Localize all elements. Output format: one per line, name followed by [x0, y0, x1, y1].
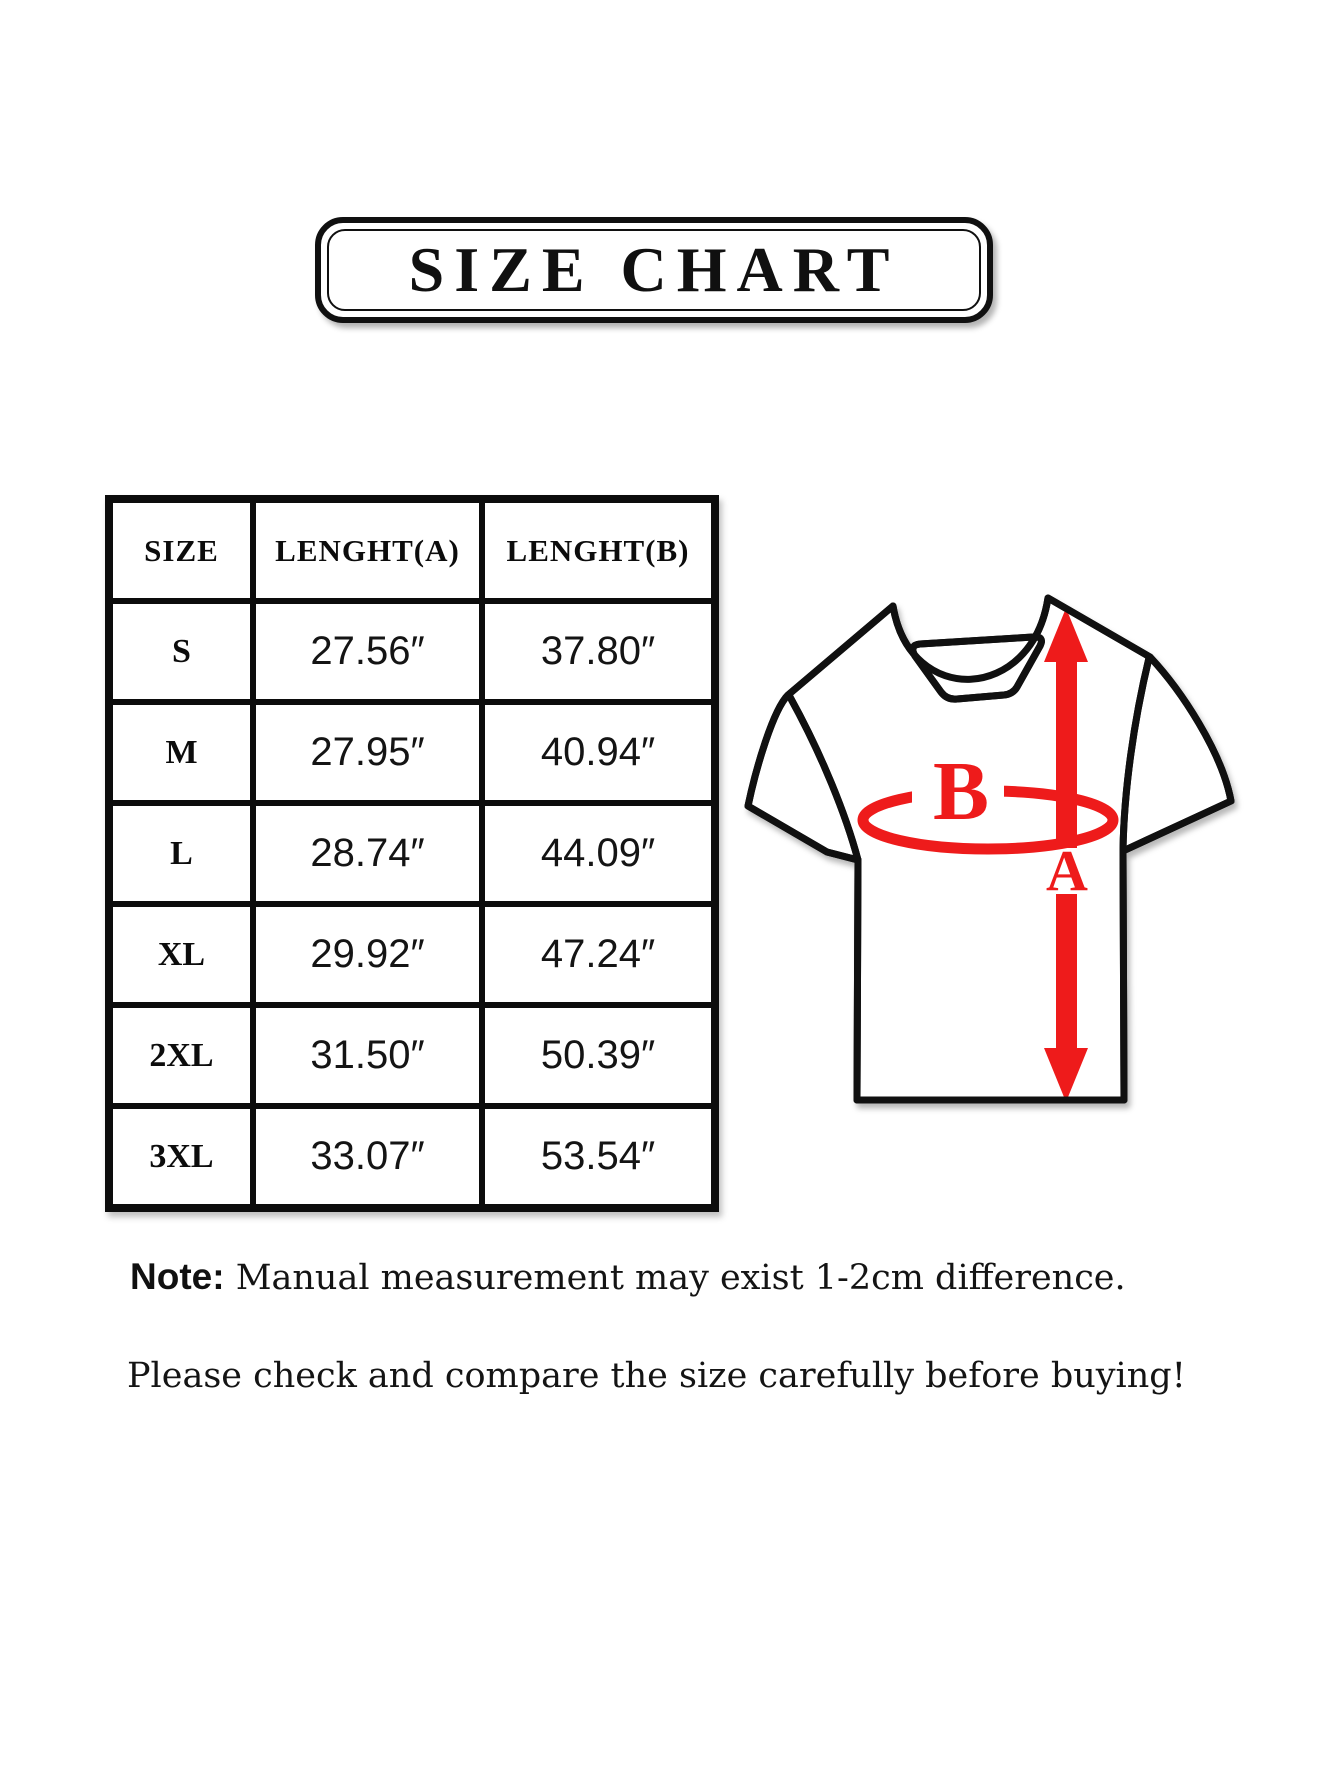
title-badge [315, 217, 993, 323]
table-row [109, 601, 715, 702]
length-arrow-lower-shaft [1056, 894, 1077, 1052]
table-row [109, 1005, 715, 1106]
size-cell: XL [109, 904, 253, 1005]
table-header-row [109, 499, 715, 601]
length-b-cell: 53.54″ [482, 1106, 715, 1208]
length-a-cell: 27.56″ [253, 601, 482, 702]
length-b-cell: 50.39″ [482, 1005, 715, 1106]
length-b-cell: 44.09″ [482, 803, 715, 904]
note-line-2: Please check and compare the size carefully before buying! [127, 1356, 1186, 1396]
page-title: SIZE CHART [408, 234, 900, 305]
size-table-header [109, 499, 715, 601]
size-cell: L [109, 803, 253, 904]
length-b-cell: 47.24″ [482, 904, 715, 1005]
header-size: SIZE [109, 499, 253, 601]
table-row [109, 702, 715, 803]
table-row [109, 803, 715, 904]
size-table-body [109, 601, 715, 1208]
header-length-b: LENGHT(B) [482, 499, 715, 601]
length-a-cell: 28.74″ [253, 803, 482, 904]
size-cell: M [109, 702, 253, 803]
length-arrow-upper-shaft [1056, 652, 1077, 848]
length-a-cell: 27.95″ [253, 702, 482, 803]
size-cell: S [109, 601, 253, 702]
length-a-cell: 33.07″ [253, 1106, 482, 1208]
length-a-cell: 29.92″ [253, 904, 482, 1005]
title-badge-inner-border [327, 229, 981, 311]
length-b-cell: 37.80″ [482, 601, 715, 702]
length-b-cell: 40.94″ [482, 702, 715, 803]
table-row [109, 904, 715, 1005]
size-cell: 3XL [109, 1106, 253, 1208]
size-cell: 2XL [109, 1005, 253, 1106]
note-line-1 [130, 1256, 1126, 1298]
tshirt-measurement-diagram [630, 540, 1290, 1160]
header-length-a: LENGHT(A) [253, 499, 482, 601]
diagram-label-b: B [932, 745, 990, 838]
diagram-label-a: A [1046, 838, 1088, 903]
length-a-cell: 31.50″ [253, 1005, 482, 1106]
table-row [109, 1106, 715, 1208]
note-label: Note: [130, 1256, 225, 1297]
size-table [105, 495, 719, 1212]
note-text-1: Manual measurement may exist 1-2cm difference. [235, 1258, 1126, 1298]
